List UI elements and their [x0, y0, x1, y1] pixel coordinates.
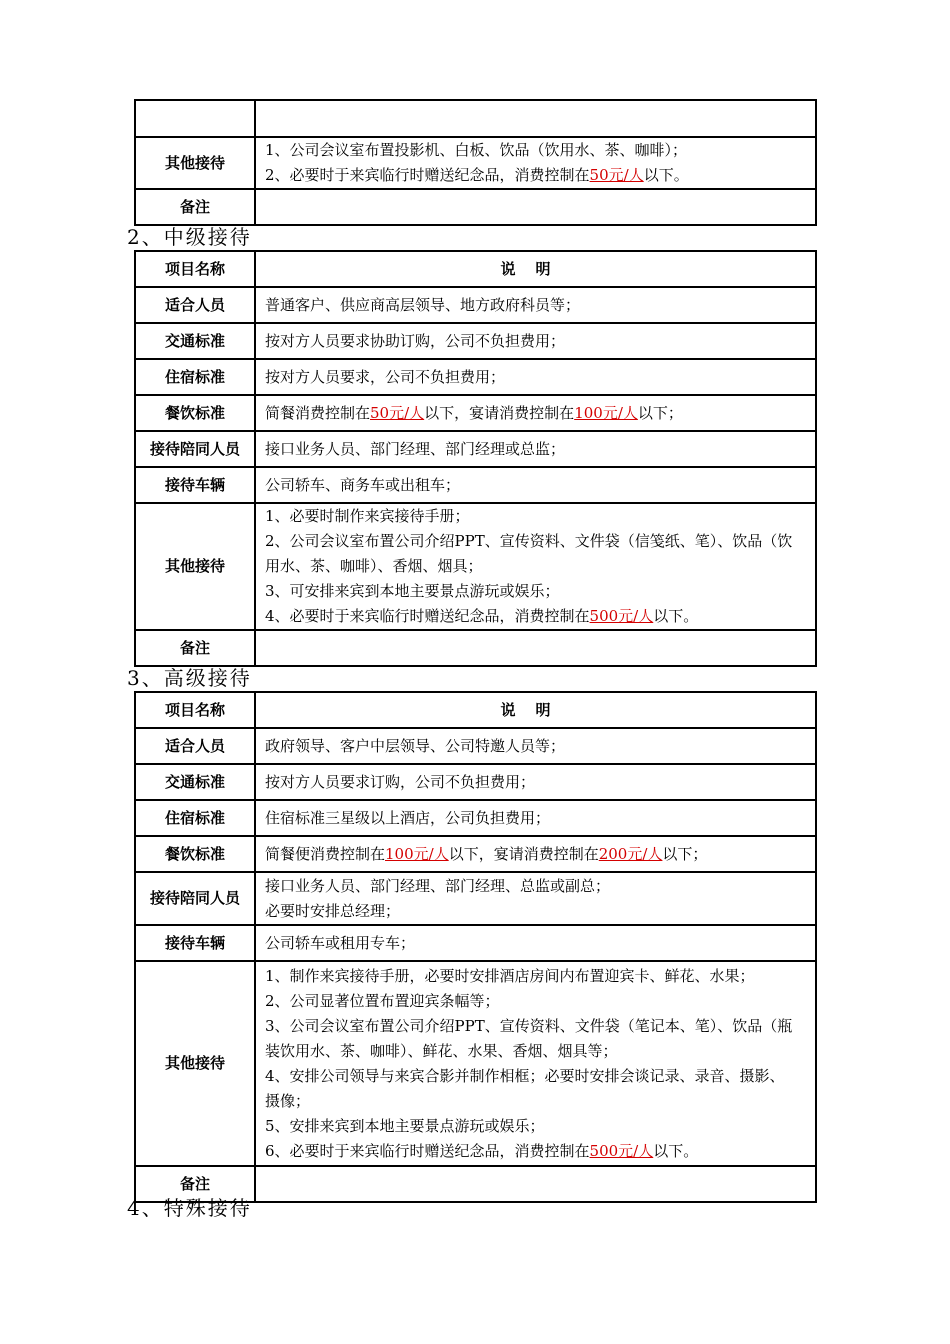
table-row [135, 764, 816, 800]
description-line [265, 1114, 807, 1139]
header-item-name: 项目名称 [135, 251, 255, 287]
description-line [265, 931, 807, 956]
description-line [265, 504, 807, 529]
text-segment: 1、制作来宾接待手册，必要时安排酒店房间内布置迎宾卡、鲜花、水果； [265, 966, 755, 985]
row-description [255, 961, 816, 1166]
description-line [265, 806, 807, 831]
table-row [135, 728, 816, 764]
description-line [265, 473, 807, 498]
row-description [255, 395, 816, 431]
header-description: 说明 [255, 251, 816, 287]
text-segment: 2、公司显著位置布置迎宾条幅等； [265, 991, 500, 1010]
row-label: 其他接待 [135, 137, 255, 189]
text-segment: 简餐消费控制在 [265, 403, 371, 422]
row-label: 备注 [135, 1166, 255, 1202]
table-row [135, 836, 816, 872]
description-line [265, 163, 807, 188]
description-line [265, 329, 807, 354]
row-label: 接待车辆 [135, 467, 255, 503]
amount-limit: 50元/人 [370, 403, 425, 422]
text-segment: 1、必要时制作来宾接待手册； [265, 507, 470, 525]
row-description [255, 467, 816, 503]
description-line [265, 770, 807, 795]
amount-limit: 100元/人 [385, 844, 449, 863]
text-segment: 普通客户、供应商高层领导、地方政府科员等； [265, 295, 581, 314]
amount-limit: 200元/人 [598, 844, 663, 863]
description-line [265, 1089, 807, 1114]
table-row [135, 323, 816, 359]
row-description [255, 100, 816, 137]
table-row [135, 630, 816, 666]
amount-limit: 500元/人 [589, 607, 654, 625]
text-segment: 以下； [637, 403, 683, 422]
table-row [135, 287, 816, 323]
text-segment: 按对方人员要求协助订购，公司不负担费用； [265, 331, 566, 350]
table-row [135, 503, 816, 630]
text-segment: 4、安排公司领导与来宾合影并制作相框；必要时安排会谈记录、录音、摄影、 [265, 1066, 785, 1085]
text-segment: 政府领导、客户中层领导、公司特邀人员等； [265, 736, 566, 755]
text-segment: 接口业务人员、部门经理、部门经理或总监； [265, 439, 566, 458]
header-item-name: 项目名称 [135, 692, 255, 728]
table-row [135, 359, 816, 395]
table-row [135, 872, 816, 925]
text-segment: 用水、茶、咖啡）、香烟、烟具； [265, 557, 483, 575]
table-row [135, 189, 816, 225]
row-label: 交通标准 [135, 323, 255, 359]
row-label: 接待陪同人员 [135, 872, 255, 925]
text-segment: 接口业务人员、部门经理、部门经理、总监或副总； [265, 876, 611, 895]
description-line [265, 293, 807, 318]
amount-limit: 100元/人 [574, 403, 638, 422]
description-line [265, 842, 807, 867]
row-label: 住宿标准 [135, 359, 255, 395]
row-description [255, 431, 816, 467]
description-line [265, 401, 807, 426]
row-label: 其他接待 [135, 961, 255, 1166]
row-label: 适合人员 [135, 728, 255, 764]
description-line [265, 437, 807, 462]
row-description [255, 925, 816, 961]
text-segment: 必要时安排总经理； [265, 901, 401, 920]
description-line [265, 964, 807, 989]
row-label: 适合人员 [135, 287, 255, 323]
text-segment: 摄像； [265, 1091, 311, 1110]
row-label: 接待陪同人员 [135, 431, 255, 467]
text-segment: 1、公司会议室布置投影机、白板、饮品（饮用水、茶、咖啡）； [265, 141, 688, 159]
table-row [135, 925, 816, 961]
table-row [135, 395, 816, 431]
row-description [255, 287, 816, 323]
description-line [265, 554, 807, 579]
table-row [135, 800, 816, 836]
amount-limit: 50元/人 [589, 166, 644, 184]
description-line [265, 1014, 807, 1039]
row-label: 餐饮标准 [135, 836, 255, 872]
description-line [265, 579, 807, 604]
description-line [265, 138, 807, 163]
table-header-row [135, 251, 816, 287]
table-continuation [134, 99, 817, 226]
description-line [265, 1139, 807, 1164]
section-heading-intermediate: 2、中级接待 [127, 225, 252, 249]
text-segment: 公司轿车或租用专车； [265, 933, 416, 952]
row-description [255, 872, 816, 925]
row-description [255, 137, 816, 189]
amount-limit: 500元/人 [589, 1141, 654, 1160]
row-description [255, 764, 816, 800]
header-description: 说明 [255, 692, 816, 728]
row-label: 接待车辆 [135, 925, 255, 961]
text-segment: 以下。 [643, 166, 689, 184]
row-description [255, 800, 816, 836]
row-label: 住宿标准 [135, 800, 255, 836]
table-row [135, 100, 816, 137]
row-label [135, 100, 255, 137]
text-segment: 以下。 [653, 607, 699, 625]
description-line [265, 604, 807, 629]
table-header-row [135, 692, 816, 728]
text-segment: 以下，宴请消费控制在 [424, 403, 575, 422]
row-label: 备注 [135, 189, 255, 225]
text-segment: 6、必要时于来宾临行时赠送纪念品，消费控制在 [265, 1141, 590, 1160]
description-line [265, 874, 807, 899]
text-segment: 以下。 [653, 1141, 699, 1160]
table-intermediate-reception [134, 250, 817, 667]
section-heading-advanced: 3、高级接待 [127, 666, 252, 690]
row-description [255, 503, 816, 630]
text-segment: 以下，宴请消费控制在 [448, 844, 599, 863]
text-segment: 2、必要时于来宾临行时赠送纪念品，消费控制在 [265, 166, 590, 184]
row-description [255, 323, 816, 359]
table-row [135, 431, 816, 467]
text-segment: 住宿标准三星级以上酒店，公司负担费用； [265, 808, 551, 827]
table-row [135, 467, 816, 503]
description-line [265, 734, 807, 759]
text-segment: 按对方人员要求，公司不负担费用； [265, 367, 506, 386]
row-description [255, 630, 816, 666]
table-advanced-reception [134, 691, 817, 1203]
row-label: 餐饮标准 [135, 395, 255, 431]
description-line [265, 899, 807, 924]
text-segment: 3、公司会议室布置公司介绍PPT、宣传资料、文件袋（笔记本、笔）、饮品（瓶 [265, 1016, 793, 1035]
text-segment: 5、安排来宾到本地主要景点游玩或娱乐； [265, 1116, 545, 1135]
text-segment: 以下； [662, 844, 708, 863]
text-segment: 按对方人员要求订购，公司不负担费用； [265, 772, 536, 791]
description-line [265, 1064, 807, 1089]
description-line [265, 1039, 807, 1064]
row-description [255, 189, 816, 225]
description-line [265, 529, 807, 554]
row-description [255, 836, 816, 872]
text-segment: 3、可安排来宾到本地主要景点游玩或娱乐； [265, 582, 560, 600]
description-line [265, 365, 807, 390]
text-segment: 简餐便消费控制在 [265, 844, 386, 863]
row-description [255, 728, 816, 764]
text-segment: 4、必要时于来宾临行时赠送纪念品，消费控制在 [265, 607, 590, 625]
text-segment: 2、公司会议室布置公司介绍PPT、宣传资料、文件袋（信笺纸、笔）、饮品（饮 [265, 532, 793, 550]
text-segment: 公司轿车、商务车或出租车； [265, 475, 461, 494]
row-label: 交通标准 [135, 764, 255, 800]
table-row [135, 961, 816, 1166]
description-line [265, 989, 807, 1014]
text-segment: 装饮用水、茶、咖啡）、鲜花、水果、香烟、烟具等； [265, 1041, 618, 1060]
row-description [255, 359, 816, 395]
row-label: 备注 [135, 630, 255, 666]
row-label: 其他接待 [135, 503, 255, 630]
section-heading-special: 4、特殊接待 [127, 1196, 252, 1220]
row-description [255, 1166, 816, 1202]
table-row [135, 137, 816, 189]
